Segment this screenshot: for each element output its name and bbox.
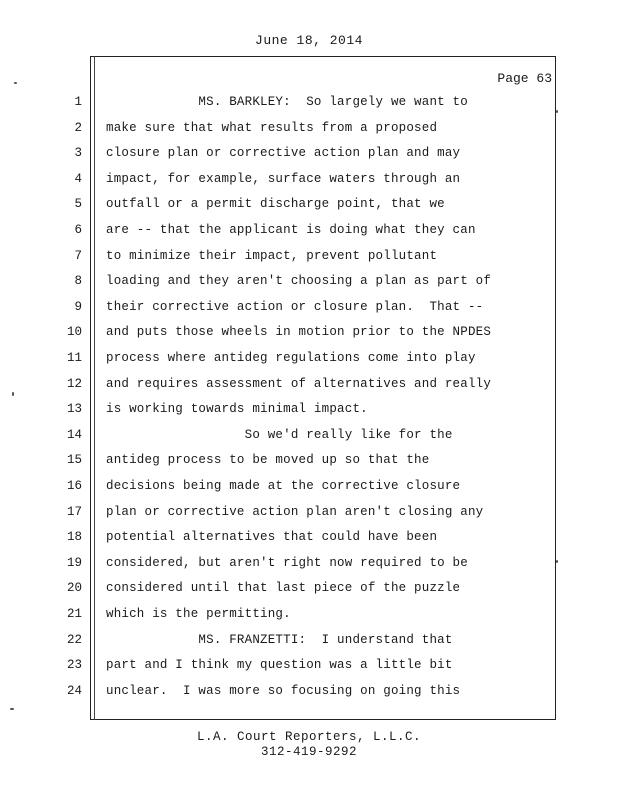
line-number: 21 [66,607,82,621]
transcript-line: potential alternatives that could have been [106,530,438,544]
transcript-line: and requires assessment of alternatives and really [106,377,492,391]
scan-speck [556,110,558,113]
line-number: 9 [74,300,82,314]
transcript-line: is working towards minimal impact. [106,402,368,416]
margin-rule [94,56,95,720]
transcript-line: antideg process to be moved up so that the [106,453,430,467]
line-number: 13 [66,402,82,416]
line-number: 4 [74,172,82,186]
page-number-label: Page 63 [497,71,552,86]
line-number: 1 [74,95,82,109]
header-date: June 18, 2014 [255,33,363,48]
transcript-line: process where antideg regulations come into play [106,351,476,365]
transcript-line: outfall or a permit discharge point, that we [106,197,445,211]
transcript-line: MS. FRANZETTI: I understand that [106,633,453,647]
transcript-line: considered, but aren't right now required to be [106,556,468,570]
line-number: 14 [66,428,82,442]
line-number: 5 [74,197,82,211]
transcript-line: which is the permitting. [106,607,291,621]
line-number: 2 [74,121,82,135]
footer-phone: 312-419-9292 [260,745,357,759]
scan-speck [10,708,14,710]
line-number: 18 [66,530,82,544]
transcript-line: loading and they aren't choosing a plan as part of [106,274,492,288]
line-number: 11 [66,351,82,365]
transcript-line: closure plan or corrective action plan and may [106,146,461,160]
transcript-line: plan or corrective action plan aren't closing any [106,505,484,519]
scan-speck [556,560,558,563]
line-number: 19 [66,556,82,570]
scan-speck [12,392,14,396]
line-number: 17 [66,505,82,519]
transcript-line: decisions being made at the corrective closure [106,479,461,493]
line-number: 22 [66,633,82,647]
line-number: 15 [66,453,82,467]
transcript-line: unclear. I was more so focusing on going this [106,684,461,698]
transcript-line: So we'd really like for the [106,428,453,442]
line-number: 3 [74,146,82,160]
transcript-line: considered until that last piece of the puzzle [106,581,461,595]
line-number: 12 [66,377,82,391]
transcript-line: to minimize their impact, prevent pollutant [106,249,438,263]
line-number: 20 [66,581,82,595]
transcript-line: part and I think my question was a little bit [106,658,453,672]
transcript-line: and puts those wheels in motion prior to the NPDES [106,325,492,339]
line-number: 24 [66,684,82,698]
transcript-line: their corrective action or closure plan. That -- [106,300,484,314]
transcript-line: impact, for example, surface waters through an [106,172,461,186]
line-number: 10 [66,325,82,339]
transcript-line: MS. BARKLEY: So largely we want to [106,95,468,109]
scan-speck [14,82,17,84]
transcript-line: make sure that what results from a proposed [106,121,438,135]
line-number: 7 [74,249,82,263]
transcript-line: are -- that the applicant is doing what they can [106,223,476,237]
footer-company: L.A. Court Reporters, L.L.C. [196,730,422,744]
line-number: 23 [66,658,82,672]
line-number: 6 [74,223,82,237]
line-number: 8 [74,274,82,288]
line-number: 16 [66,479,82,493]
